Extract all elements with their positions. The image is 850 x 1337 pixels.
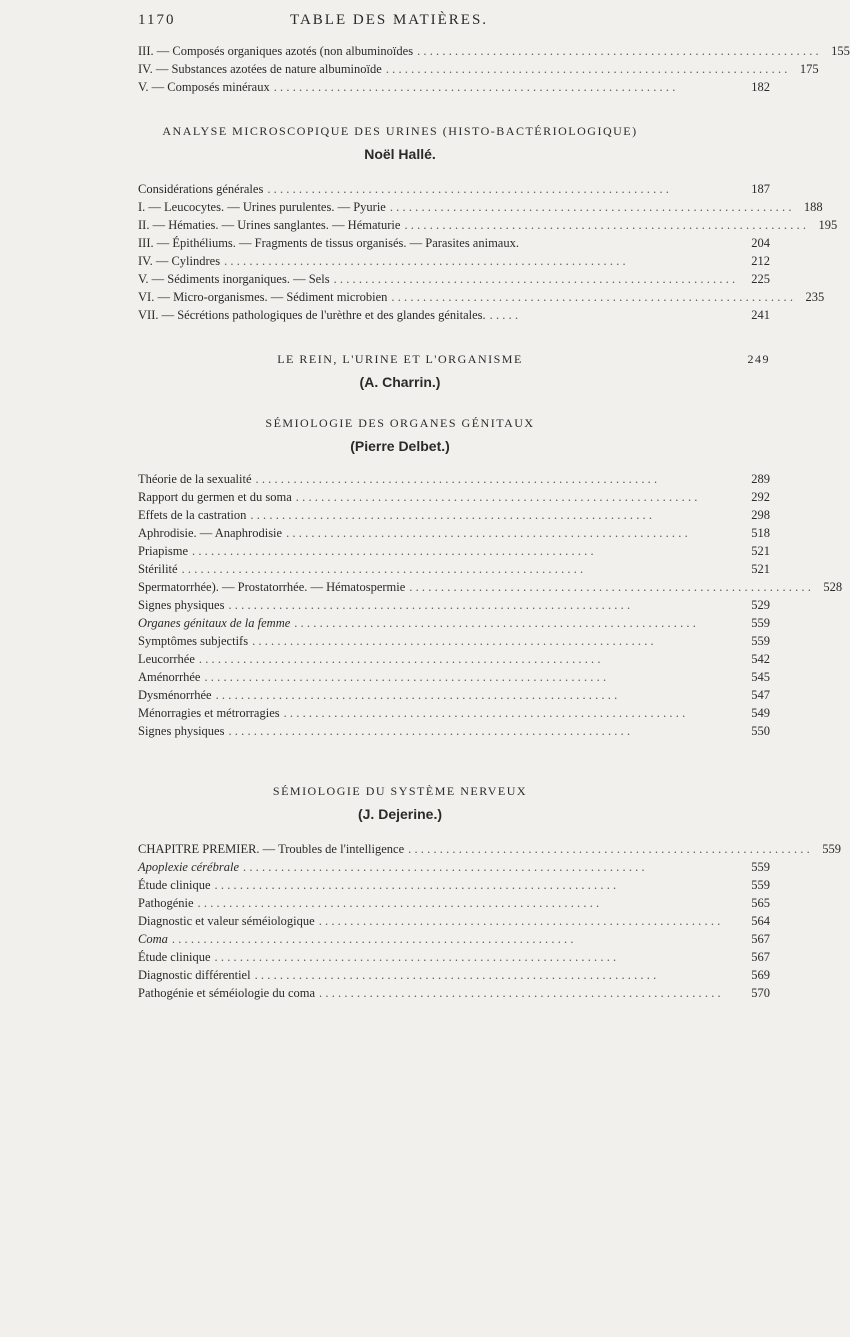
toc-entry: II. — Hématies. — Urines sanglantes. — Hématurie ................................................................ 195 [138, 218, 838, 232]
toc-entry: Aménorrhée ................................................................ 545 [138, 670, 770, 684]
section-title: ANALYSE MICROSCOPIQUE DES URINES (HISTO-BACTÉRIOLOGIQUE) [162, 124, 638, 138]
toc-entry: Stérilité ................................................................ 521 [138, 562, 770, 576]
page-number: 1170 [138, 12, 176, 28]
toc-entry: III. — Épithéliums. — Fragments de tissus organisés. — Parasites animaux. 204 [138, 236, 770, 250]
toc-entry: VI. — Micro-organismes. — Sédiment microbien ................................................................ 235 [138, 290, 825, 304]
section-author: (Pierre Delbet.) [350, 438, 450, 454]
section-page: 249 [747, 352, 770, 366]
toc-entry: IV. — Substances azotées de nature albuminoïde ................................................................ 175 [138, 62, 819, 76]
section-author: (A. Charrin.) [359, 374, 441, 390]
toc-entry: III. — Composés organiques azotés (non albuminoïdes ................................................................ 155 [138, 44, 850, 58]
toc-entry: I. — Leucocytes. — Urines purulentes. — Pyurie ................................................................ 188 [138, 200, 823, 214]
toc-entry: Signes physiques ................................................................ 550 [138, 724, 770, 738]
toc-entry: Signes physiques ................................................................ 529 [138, 598, 770, 612]
toc-entry: Dysménorrhée ................................................................ 547 [138, 688, 770, 702]
toc-entry: V. — Composés minéraux ................................................................ 182 [138, 80, 770, 94]
section-title: SÉMIOLOGIE DES ORGANES GÉNITAUX [265, 416, 535, 430]
toc-entry: Étude clinique ................................................................ 567 [138, 950, 770, 964]
toc-entry: CHAPITRE PREMIER. — Troubles de l'intelligence ................................................................ 559 [138, 842, 841, 856]
section-title: SÉMIOLOGIE DU SYSTÈME NERVEUX [272, 784, 528, 798]
toc-entry: Priapisme ................................................................ 521 [138, 544, 770, 558]
toc-entry: Organes génitaux de la femme ................................................................ 559 [138, 616, 770, 630]
toc-entry: VII. — Sécrétions pathologiques de l'urèthre et des glandes génitales. ..... 241 [138, 308, 770, 322]
toc-entry: IV. — Cylindres ................................................................ 212 [138, 254, 770, 268]
toc-entry: Symptômes subjectifs ................................................................ 559 [138, 634, 770, 648]
toc-entry: Pathogénie et séméiologie du coma ................................................................ 570 [138, 986, 770, 1000]
toc-entry: Effets de la castration ................................................................ 298 [138, 508, 770, 522]
toc-entry: Étude clinique ................................................................ 559 [138, 878, 770, 892]
section-author: (J. Dejerine.) [357, 806, 443, 822]
toc-entry: Considérations générales ................................................................ 187 [138, 182, 770, 196]
toc-entry: Pathogénie ................................................................ 565 [138, 896, 770, 910]
toc-entry: Aphrodisie. — Anaphrodisie ................................................................ 518 [138, 526, 770, 540]
toc-entry: Théorie de la sexualité ................................................................ 289 [138, 472, 770, 486]
section-title: LE REIN, L'URINE ET L'ORGANISME 249 [277, 352, 770, 366]
toc-entry: Coma ................................................................ 567 [138, 932, 770, 946]
toc-entry: Diagnostic et valeur séméiologique ................................................................ 564 [138, 914, 770, 928]
section-author: Noël Hallé. [364, 146, 436, 162]
page-title: TABLE DES MATIÈRES. [290, 12, 489, 28]
toc-entry: Ménorragies et métrorragies ................................................................ 549 [138, 706, 770, 720]
toc-entry: V. — Sédiments inorganiques. — Sels ................................................................ 225 [138, 272, 770, 286]
toc-entry: Diagnostic différentiel ................................................................ 569 [138, 968, 770, 982]
toc-entry: Leucorrhée ................................................................ 542 [138, 652, 770, 666]
toc-entry: Rapport du germen et du soma ................................................................ 292 [138, 490, 770, 504]
toc-entry: Spermatorrhée). — Prostatorrhée. — Hématospermie ................................................................ 528 [138, 580, 843, 594]
toc-entry: Apoplexie cérébrale ................................................................ 559 [138, 860, 770, 874]
